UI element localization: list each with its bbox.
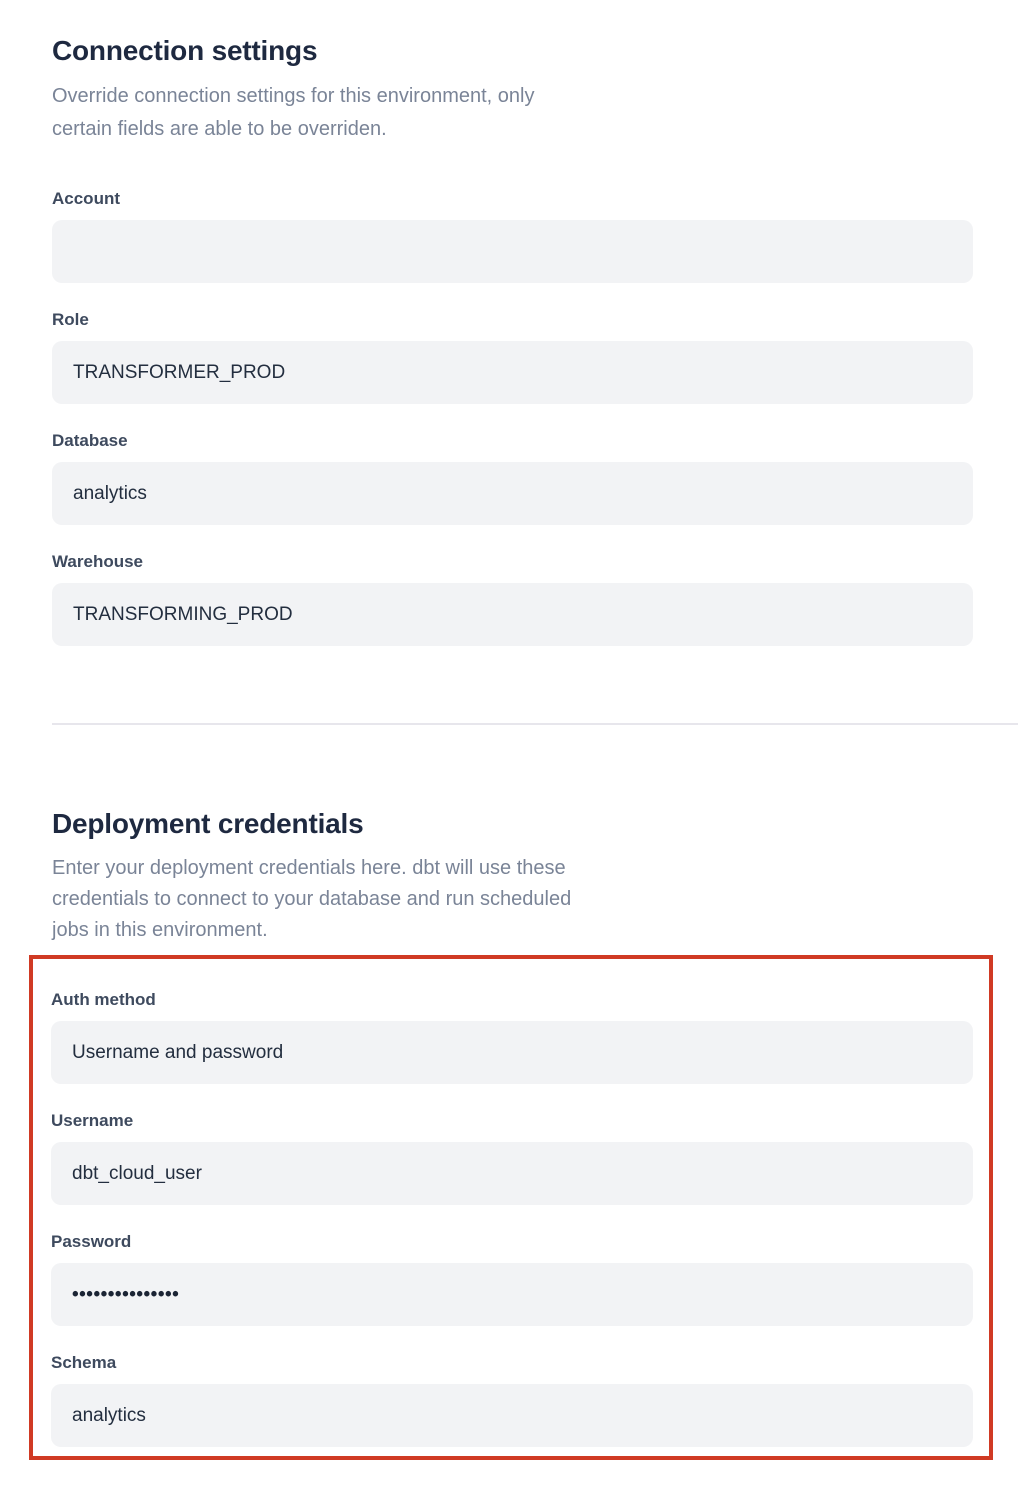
section-divider — [52, 723, 1018, 725]
schema-field — [51, 1352, 973, 1447]
password-masked-value: ••••••••••••••• — [72, 1283, 180, 1305]
database-label: Database — [52, 431, 128, 450]
role-input[interactable] — [52, 341, 973, 404]
username-input[interactable] — [51, 1142, 973, 1205]
schema-label: Schema — [51, 1353, 117, 1372]
deployment-credentials-title: Deployment credentials — [52, 808, 364, 839]
schema-value: analytics — [72, 1404, 146, 1426]
username-field — [51, 1110, 973, 1205]
role-label: Role — [52, 310, 89, 329]
account-input[interactable] — [52, 220, 973, 283]
warehouse-label: Warehouse — [52, 552, 144, 571]
auth-method-value: Username and password — [72, 1041, 284, 1063]
auth-method-input[interactable] — [51, 1021, 973, 1084]
username-value: dbt_cloud_user — [72, 1162, 202, 1184]
password-label: Password — [51, 1232, 132, 1251]
auth-method-label: Auth method — [51, 990, 156, 1009]
deployment-credentials-highlight-box — [29, 955, 993, 1460]
database-input[interactable] — [52, 462, 973, 525]
account-label: Account — [52, 189, 120, 208]
connection-settings-section — [52, 32, 973, 646]
database-field — [52, 430, 973, 525]
password-input[interactable] — [51, 1263, 973, 1326]
connection-settings-title: Connection settings — [52, 35, 318, 66]
database-value: analytics — [73, 482, 147, 504]
password-field — [51, 1231, 973, 1326]
schema-input[interactable] — [51, 1384, 973, 1447]
warehouse-input[interactable] — [52, 583, 973, 646]
role-value: TRANSFORMER_PROD — [73, 361, 286, 383]
connection-settings-description: Override connection settings for this environment, only certain fields are able to be overriden. — [52, 85, 535, 140]
deployment-credentials-section — [52, 805, 973, 1460]
warehouse-field — [52, 551, 973, 646]
deployment-credentials-description: Enter your deployment credentials here. dbt will use these credentials to connect to your database and run scheduled jobs in this environment. — [52, 857, 572, 941]
auth-method-field — [51, 989, 973, 1084]
role-field — [52, 309, 973, 404]
username-label: Username — [51, 1111, 134, 1130]
warehouse-value: TRANSFORMING_PROD — [73, 603, 293, 625]
account-field — [52, 188, 973, 283]
